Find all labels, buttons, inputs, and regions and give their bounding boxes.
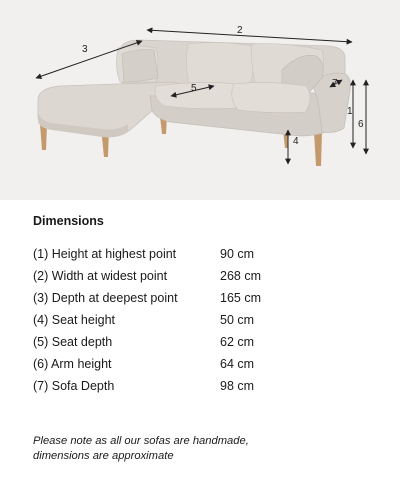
dimension-name: (6) Arm height bbox=[33, 357, 112, 371]
dimension-label-3: 3 bbox=[82, 44, 88, 55]
dimension-value: 90 cm bbox=[220, 247, 255, 261]
dimension-name: (2) Width at widest point bbox=[33, 269, 168, 283]
dimension-value: 268 cm bbox=[220, 269, 261, 283]
dimension-value: 165 cm bbox=[220, 291, 261, 305]
dimension-value: 98 cm bbox=[220, 379, 255, 393]
dimension-row bbox=[33, 375, 363, 397]
dimension-row bbox=[33, 287, 363, 309]
dimensions-heading: Dimensions bbox=[33, 214, 104, 228]
dimension-name: (3) Depth at deepest point bbox=[33, 291, 178, 305]
dimensions-list bbox=[33, 243, 363, 397]
dimension-row bbox=[33, 243, 363, 265]
dimension-label-5: 5 bbox=[191, 83, 197, 94]
dimension-name: (7) Sofa Depth bbox=[33, 379, 115, 393]
dimension-label-6: 6 bbox=[358, 119, 364, 130]
dimension-label-7: 7 bbox=[332, 78, 338, 89]
dimension-row bbox=[33, 331, 363, 353]
dimension-row bbox=[33, 309, 363, 331]
dimension-name: (4) Seat height bbox=[33, 313, 115, 327]
dimension-label-4: 4 bbox=[293, 136, 299, 147]
dimension-value: 62 cm bbox=[220, 335, 255, 349]
dimension-value: 50 cm bbox=[220, 313, 255, 327]
sofa-diagram bbox=[0, 0, 400, 200]
dimension-row bbox=[33, 353, 363, 375]
dimension-label-1: 1 bbox=[347, 106, 353, 117]
note-line-2: dimensions are approximate bbox=[33, 449, 174, 462]
dimension-name: (5) Seat depth bbox=[33, 335, 113, 349]
note-line-1: Please note as all our sofas are handmade, bbox=[33, 435, 249, 447]
dimension-name: (1) Height at highest point bbox=[33, 247, 177, 261]
dimension-row bbox=[33, 265, 363, 287]
dimension-value: 64 cm bbox=[220, 357, 255, 371]
sofa-illustration bbox=[0, 0, 400, 200]
handmade-note bbox=[33, 434, 373, 463]
dimension-label-2: 2 bbox=[237, 25, 243, 36]
